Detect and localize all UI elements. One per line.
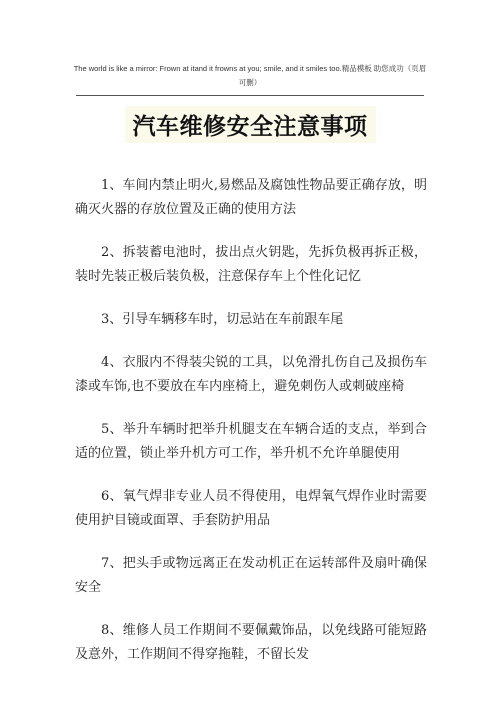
header-line-1: The world is like a mirror: Frown at itand it frowns at you; smile, and it smiles too.精品模板 助您成功（页眉 <box>73 64 427 73</box>
page-header <box>0 62 500 90</box>
list-item: 7、把头手或物远离正在发动机正在运转部件及扇叶确保安全 <box>75 556 427 595</box>
header-divider <box>76 95 424 96</box>
safety-items-list <box>75 174 427 686</box>
list-item: 1、车间内禁止明火,易燃品及腐蚀性物品要正确存放，明确灭火器的存放位置及正确的使用方法 <box>75 178 427 217</box>
list-item: 3、引导车辆移车时，切忌站在车前跟车尾 <box>101 312 344 327</box>
list-item: 8、维修人员工作期间不要佩戴饰品，以免线路可能短路及意外，工作期间不得穿拖鞋，不留长发 <box>75 623 427 662</box>
list-item: 4、衣服内不得装尖锐的工具，以免滑扎伤自己及损伤车漆或车饰,也不要放在车内座椅上，避免刺伤人或刺破座椅 <box>75 355 427 394</box>
list-item: 2、拆装蓄电池时，拔出点火钥匙，先拆负极再拆正极，装时先装正极后装负极，注意保存车上个性化记忆 <box>75 245 427 284</box>
list-item: 5、举升车辆时把举升机腿支在车辆合适的支点，举到合适的位置，锁止举升机方可工作，举升机不允许单腿使用 <box>75 422 427 461</box>
title-block <box>0 106 500 143</box>
document-title: 汽车维修安全注意事项 <box>125 106 376 143</box>
list-item: 6、氧气焊非专业人员不得使用，电焊氧气焊作业时需要使用护目镜或面罩、手套防护用品 <box>75 489 427 528</box>
header-line-2: 可删） <box>238 78 262 87</box>
